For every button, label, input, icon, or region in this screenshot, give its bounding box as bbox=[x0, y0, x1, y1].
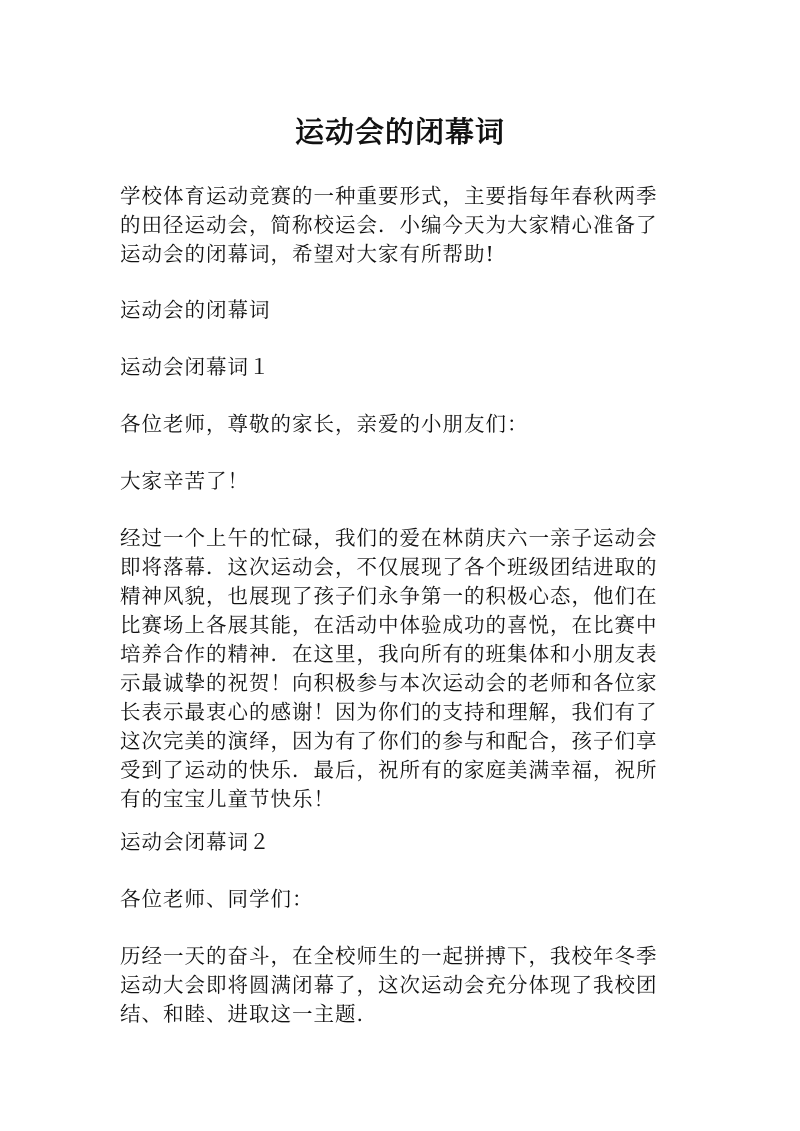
intro-paragraph: 学校体育运动竞赛的一种重要形式，主要指每年春秋两季的田径运动会，简称校运会．小编今天为大家精心准备了运动会的闭幕词，希望对大家有所帮助! bbox=[120, 184, 658, 266]
section-1-greeting: 各位老师，尊敬的家长，亲爱的小朋友们： bbox=[120, 412, 529, 436]
section-2-body: 历经一天的奋斗，在全校师生的一起拼搏下，我校年冬季运动大会即将圆满闭幕了，这次运动会充分体现了我校团结、和睦、进取这一主题. bbox=[120, 944, 658, 1026]
section-1-heading: 运动会闭幕词１ bbox=[120, 355, 271, 379]
main-heading: 运动会的闭幕词 bbox=[120, 298, 271, 322]
section-1-thanks: 大家辛苦了！ bbox=[120, 469, 249, 493]
section-2-greeting: 各位老师、同学们： bbox=[120, 887, 314, 911]
section-1-body: 经过一个上午的忙碌，我们的爱在林荫庆六一亲子运动会即将落幕．这次运动会，不仅展现了各个班级团结进取的精神风貌，也展现了孩子们永争第一的积极心态，他们在比赛场上各展其能，在活动中体验成功的喜悦，在比赛中培养合作的精神．在这里，我向所有的班集体和小朋友表示最诚挚的祝贺！向积极参与本次运动会的老师和各位家长表示最衷心的感谢！因为你们的支持和理解，我们有了这次完美的演绎，因为有了你们的参与和配合，孩子们享受到了运动的快乐．最后，祝所有的家庭美满幸福，祝所有的宝宝儿童节快乐！ bbox=[120, 526, 658, 811]
document-title: 运动会的闭幕词 bbox=[294, 115, 505, 149]
section-2-heading: 运动会闭幕词２ bbox=[120, 830, 271, 854]
